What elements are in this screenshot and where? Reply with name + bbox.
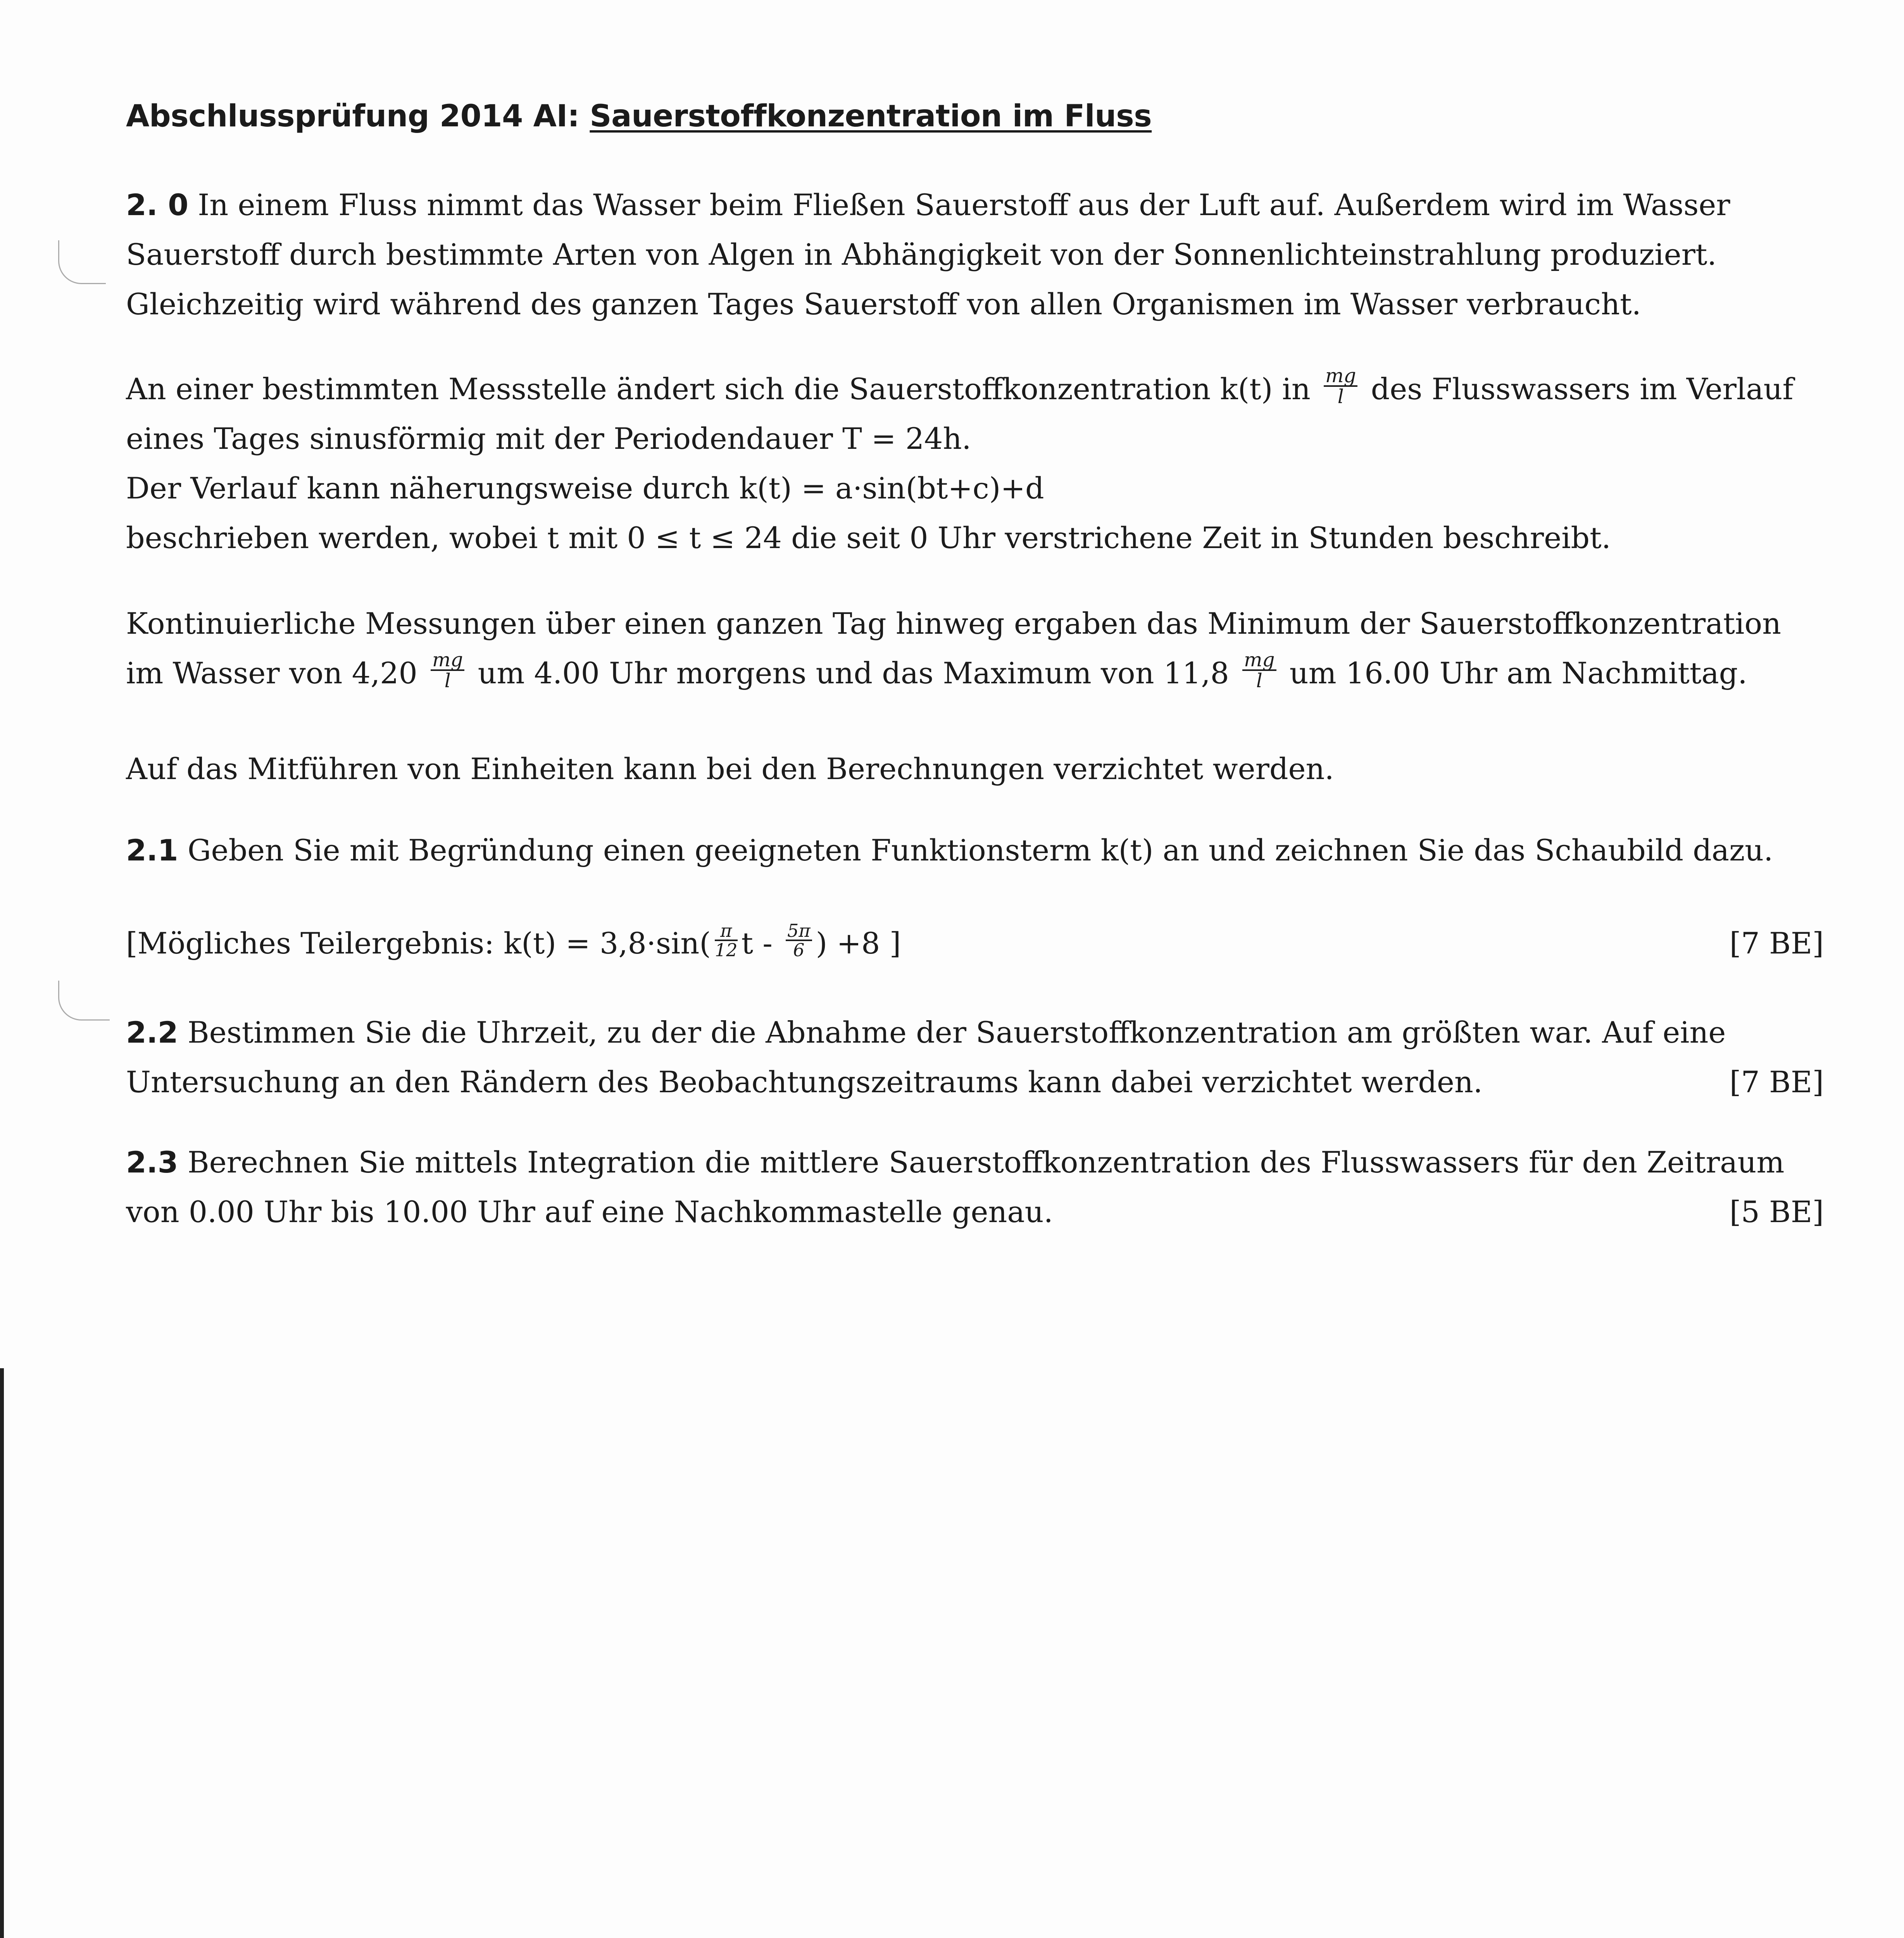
fraction-denominator: l [444,669,451,692]
text-segment: im Wasser von 4,20 [126,656,417,690]
text-segment: um 16.00 Uhr am Nachmittag. [1289,656,1747,690]
text-segment: Berechnen Sie mittels Integration die mittlere Sauerstoffkonzentration des Flusswassers für den Zeitraum [187,1145,1785,1179]
unit-fraction [1242,650,1276,690]
paragraph-min-max [126,599,1824,698]
text-line [126,1057,1824,1107]
text-segment: des Flusswassers im Verlauf [1371,372,1794,406]
points-label: [7 BE] [1729,1065,1824,1099]
task-2-1-result [126,919,1824,968]
text-line: Kontinuierliche Messungen über einen ganzen Tag hinweg ergaben das Minimum der Sauerstoffkonzentration [126,606,1782,641]
text-line: Gleichzeitig wird während des ganzen Tages Sauerstoff von allen Organismen im Wasser verbraucht. [126,287,1641,321]
task-2-3 [126,1138,1824,1237]
fraction-denominator: l [1337,385,1344,408]
title-subject: Sauerstoffkonzentration im Fluss [590,99,1152,134]
points-label: [5 BE] [1729,1195,1824,1229]
task-number: 2.3 [126,1145,178,1179]
task-2-2 [126,1008,1824,1107]
points-label: [7 BE] [1729,926,1824,960]
text-segment: t - [741,926,773,960]
text-line [126,364,1824,414]
fraction-numerator: mg [1242,650,1276,671]
fraction-numerator: mg [431,650,464,671]
text-line [126,648,1824,698]
formula-fraction [786,922,812,959]
scan-edge-shadow [0,1368,4,1938]
unit-fraction [431,650,464,690]
text-segment: Untersuchung an den Rändern des Beobachtungszeitraums kann dabei verzichtet werden. [126,1065,1483,1099]
unit-fraction [1324,366,1357,406]
text-line: Auf das Mitführen von Einheiten kann bei den Berechnungen verzichtet werden. [126,752,1334,786]
text-line [126,919,1824,968]
page-title [126,99,1152,134]
paragraph-measurement-point [126,364,1824,563]
text-line: eines Tages sinusförmig mit der Periodendauer T = 24h. [126,421,971,456]
text-line [126,180,1824,230]
text-segment: Bestimmen Sie die Uhrzeit, zu der die Abnahme der Sauerstoffkonzentration am größten war. Auf eine [187,1015,1726,1050]
fraction-numerator: 5π [786,922,812,941]
fraction-denominator: l [1256,669,1262,692]
text-line [126,826,1824,875]
text-segment: [Mögliches Teilergebnis: k(t) = 3,8·sin( [126,926,711,960]
formula-fraction [715,922,738,959]
text-line [126,1008,1824,1057]
text-line: Der Verlauf kann näherungsweise durch k(t) = a·sin(bt+c)+d [126,471,1044,505]
task-number: 2.1 [126,833,178,867]
fraction-numerator: mg [1324,366,1357,387]
text-segment: um 4.00 Uhr morgens und das Maximum von 11,8 [478,656,1229,690]
section-number: 2. 0 [126,188,189,222]
margin-pencil-mark [58,981,110,1021]
section-2-0 [126,180,1824,329]
task-2-1 [126,826,1824,875]
text-segment: An einer bestimmten Messstelle ändert sich die Sauerstoffkonzentration k(t) in [126,372,1311,406]
margin-pencil-mark [58,240,106,284]
text-line [126,1187,1824,1237]
fraction-numerator: π [715,922,738,941]
paragraph-units [126,744,1824,794]
text-line: beschrieben werden, wobei t mit 0 ≤ t ≤ 24 die seit 0 Uhr verstrichene Zeit in Stunden beschreibt. [126,521,1611,555]
fraction-denominator: 12 [714,940,738,960]
fraction-denominator: 6 [793,940,805,960]
text-segment: In einem Fluss nimmt das Wasser beim Fließen Sauerstoff aus der Luft auf. Außerdem wird im Wasser [198,188,1730,222]
task-number: 2.2 [126,1015,178,1050]
text-segment: Geben Sie mit Begründung einen geeigneten Funktionsterm k(t) an und zeichnen Sie das Schaubild dazu. [187,833,1773,867]
text-line: Sauerstoff durch bestimmte Arten von Algen in Abhängigkeit von der Sonnenlichteinstrahlung produziert. [126,237,1717,272]
text-segment: ) +8 ] [816,926,901,960]
text-segment: von 0.00 Uhr bis 10.00 Uhr auf eine Nachkommastelle genau. [126,1195,1053,1229]
title-prefix: Abschlussprüfung 2014 AI: [126,99,579,134]
text-line [126,1138,1824,1187]
